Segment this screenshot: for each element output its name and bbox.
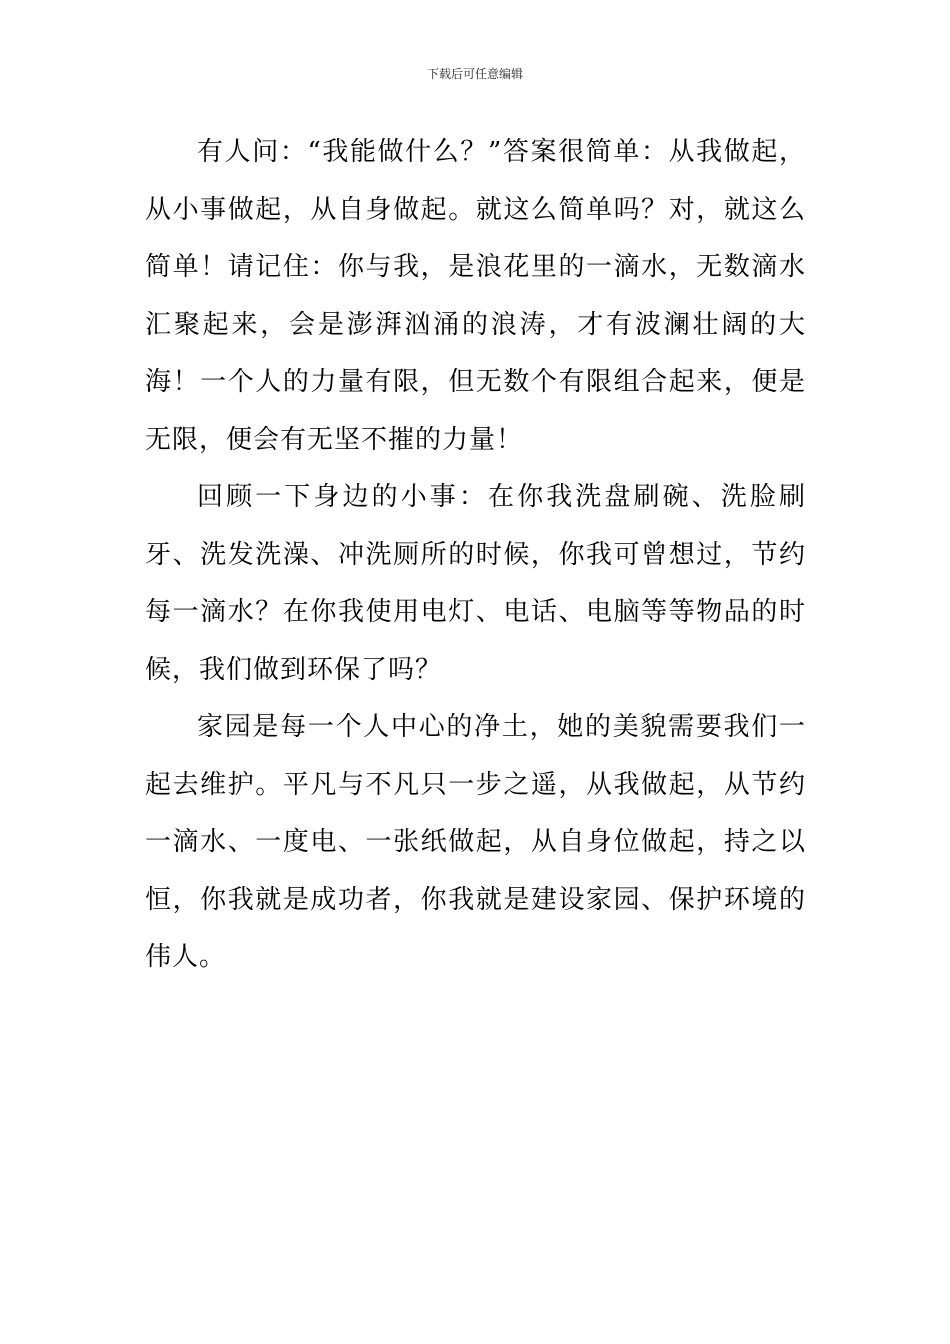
paragraph: 家园是每一个人中心的净土，她的美貌需要我们一起去维护。平凡与不凡只一步之遥，从我做起，从节约一滴水、一度电、一张纸做起，从自身位做起，持之以恒，你我就是成功者，你我就是建设家园、保护环境的伟人。 — [145, 712, 806, 972]
paragraph: 有人问：“我能做什么？”答案很简单：从我做起，从小事做起，从自身做起。就这么简单吗？对，就这么简单！请记住：你与我，是浪花里的一滴水，无数滴水汇聚起来，会是澎湃汹涌的浪涛，才有波澜壮阔的大海！一个人的力量有限，但无数个有限组合起来，便是无限，便会有无坚不摧的力量！ — [145, 137, 806, 455]
page-header: 下载后可任意编辑 — [426, 67, 523, 81]
paragraph: 回顾一下身边的小事：在你我洗盘刷碗、洗脸刷牙、洗发洗澡、冲洗厕所的时候，你我可曾想过，节约每一滴水？在你我使用电灯、电话、电脑等等物品的时候，我们做到环保了吗？ — [145, 482, 806, 685]
document-body — [145, 124, 806, 987]
